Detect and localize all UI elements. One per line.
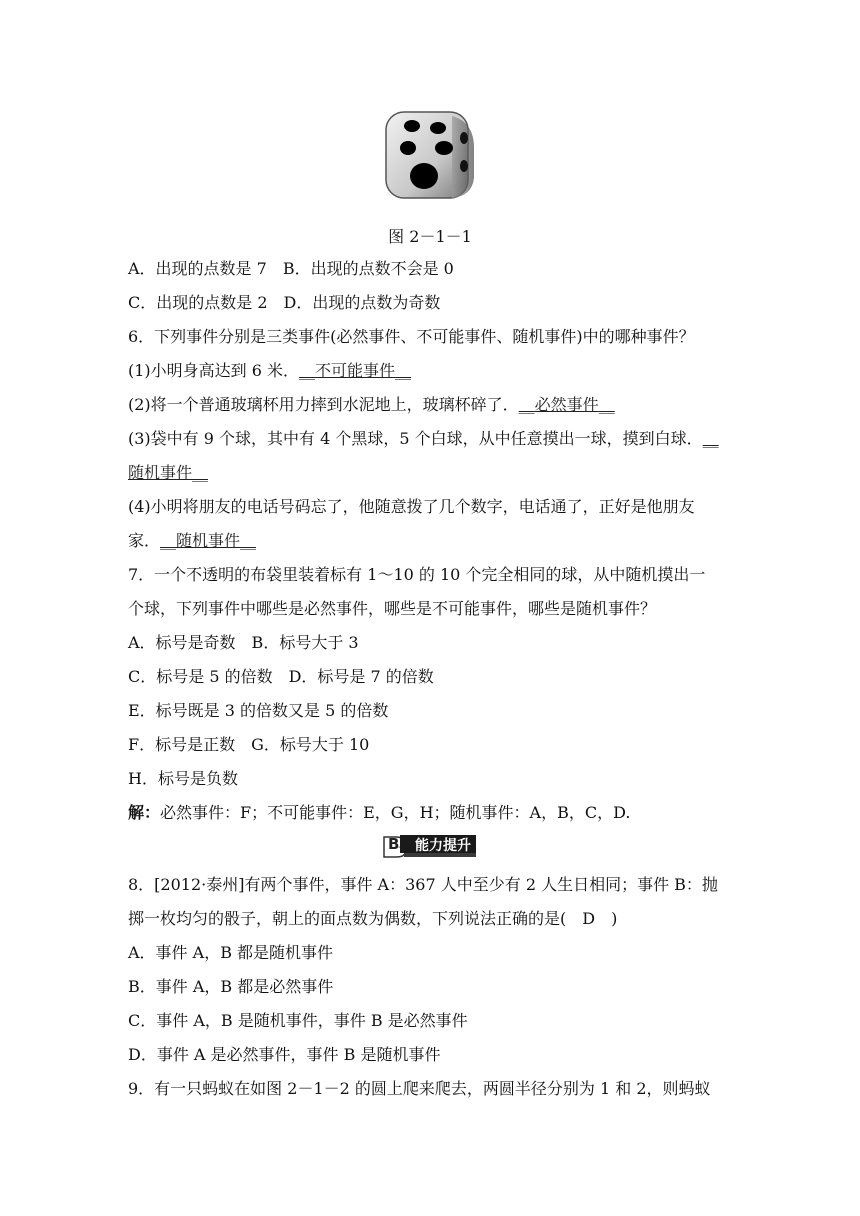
dice-pip bbox=[435, 141, 453, 155]
q5-options-row2: C．出现的点数是 2 D．出现的点数为奇数 bbox=[128, 293, 441, 312]
figure-caption: 图 2－1－1 bbox=[388, 227, 472, 246]
q6-item-4-line2: 家．__随机事件__ bbox=[128, 531, 257, 550]
dice-pip bbox=[400, 141, 416, 155]
q6-answer-4: 随机事件 bbox=[176, 531, 241, 550]
dice-pip bbox=[410, 163, 438, 189]
dice-pip bbox=[404, 120, 420, 132]
dice-pip bbox=[460, 132, 468, 144]
q6-item-3: (3)袋中有 9 个球，其中有 4 个黑球，5 个白球，从中任意摸出一球，摸到白球．__ bbox=[128, 429, 719, 448]
dice-pip bbox=[460, 160, 468, 172]
q7-option: A．标号是奇数 B．标号大于 3 bbox=[128, 633, 359, 652]
q8-option: B．事件 A，B 都是必然事件 bbox=[128, 977, 334, 996]
q5-options-row1: A．出现的点数是 7 B．出现的点数不会是 0 bbox=[128, 259, 454, 278]
q6-item-2: (2)将一个普通玻璃杯用力摔到水泥地上，玻璃杯碎了．__必然事件__ bbox=[128, 395, 615, 414]
dice-pip bbox=[430, 122, 446, 134]
q8-option: C．事件 A，B 是随机事件，事件 B 是必然事件 bbox=[128, 1011, 468, 1030]
q6-item-4-line1: (4)小明将朋友的电话号码忘了，他随意拨了几个数字，电话通了，正好是他朋友 bbox=[128, 497, 695, 516]
q8-stem-line1: 8．[2012·泰州]有两个事件，事件 A：367 人中至少有 2 人生日相同；事件 B：抛 bbox=[128, 875, 718, 894]
q7-solution bbox=[128, 802, 630, 824]
q7-option: F．标号是正数 G．标号大于 10 bbox=[128, 735, 370, 754]
q7-stem-line1: 7．一个不透明的布袋里装着标有 1～10 的 10 个完全相同的球，从中随机摸出一 bbox=[128, 565, 706, 584]
q7-option: E．标号既是 3 的倍数又是 5 的倍数 bbox=[128, 701, 389, 720]
q7-stem-line2: 个球，下列事件中哪些是必然事件，哪些是不可能事件，哪些是随机事件？ bbox=[128, 599, 657, 618]
q8-option: A．事件 A，B 都是随机事件 bbox=[128, 943, 334, 962]
solution-text: 必然事件：F；不可能事件：E，G，H；随机事件：A，B，C，D. bbox=[160, 803, 631, 822]
q6-answer-1: 不可能事件 bbox=[315, 361, 396, 380]
q8-option: D．事件 A 是必然事件，事件 B 是随机事件 bbox=[128, 1045, 441, 1064]
dice-figure bbox=[382, 108, 478, 204]
q6-answer-2: 必然事件 bbox=[534, 395, 599, 414]
q7-option: H．标号是负数 bbox=[128, 769, 238, 788]
q7-option: C．标号是 5 的倍数 D．标号是 7 的倍数 bbox=[128, 667, 434, 686]
badge-letter: B bbox=[388, 835, 400, 853]
q9-stem-line1: 9．有一只蚂蚁在如图 2－1－2 的圆上爬来爬去，两圆半径分别为 1 和 2，则蚂蚁 bbox=[128, 1079, 711, 1098]
q6-item-3-answer: 随机事件__ bbox=[128, 463, 209, 482]
solution-label: 解： bbox=[128, 803, 161, 822]
q6-item-1: (1)小明身高达到 6 米．__不可能事件__ bbox=[128, 361, 412, 380]
q8-stem-line2: 掷一枚均匀的骰子，朝上的面点数为偶数，下列说法正确的是( D ) bbox=[128, 909, 618, 928]
badge-title: 能力提升 bbox=[415, 838, 471, 854]
q6-answer-3: 随机事件 bbox=[128, 463, 193, 482]
q6-stem: 6．下列事件分别是三类事件(必然事件、不可能事件、随机事件)中的哪种事件？ bbox=[128, 327, 695, 346]
